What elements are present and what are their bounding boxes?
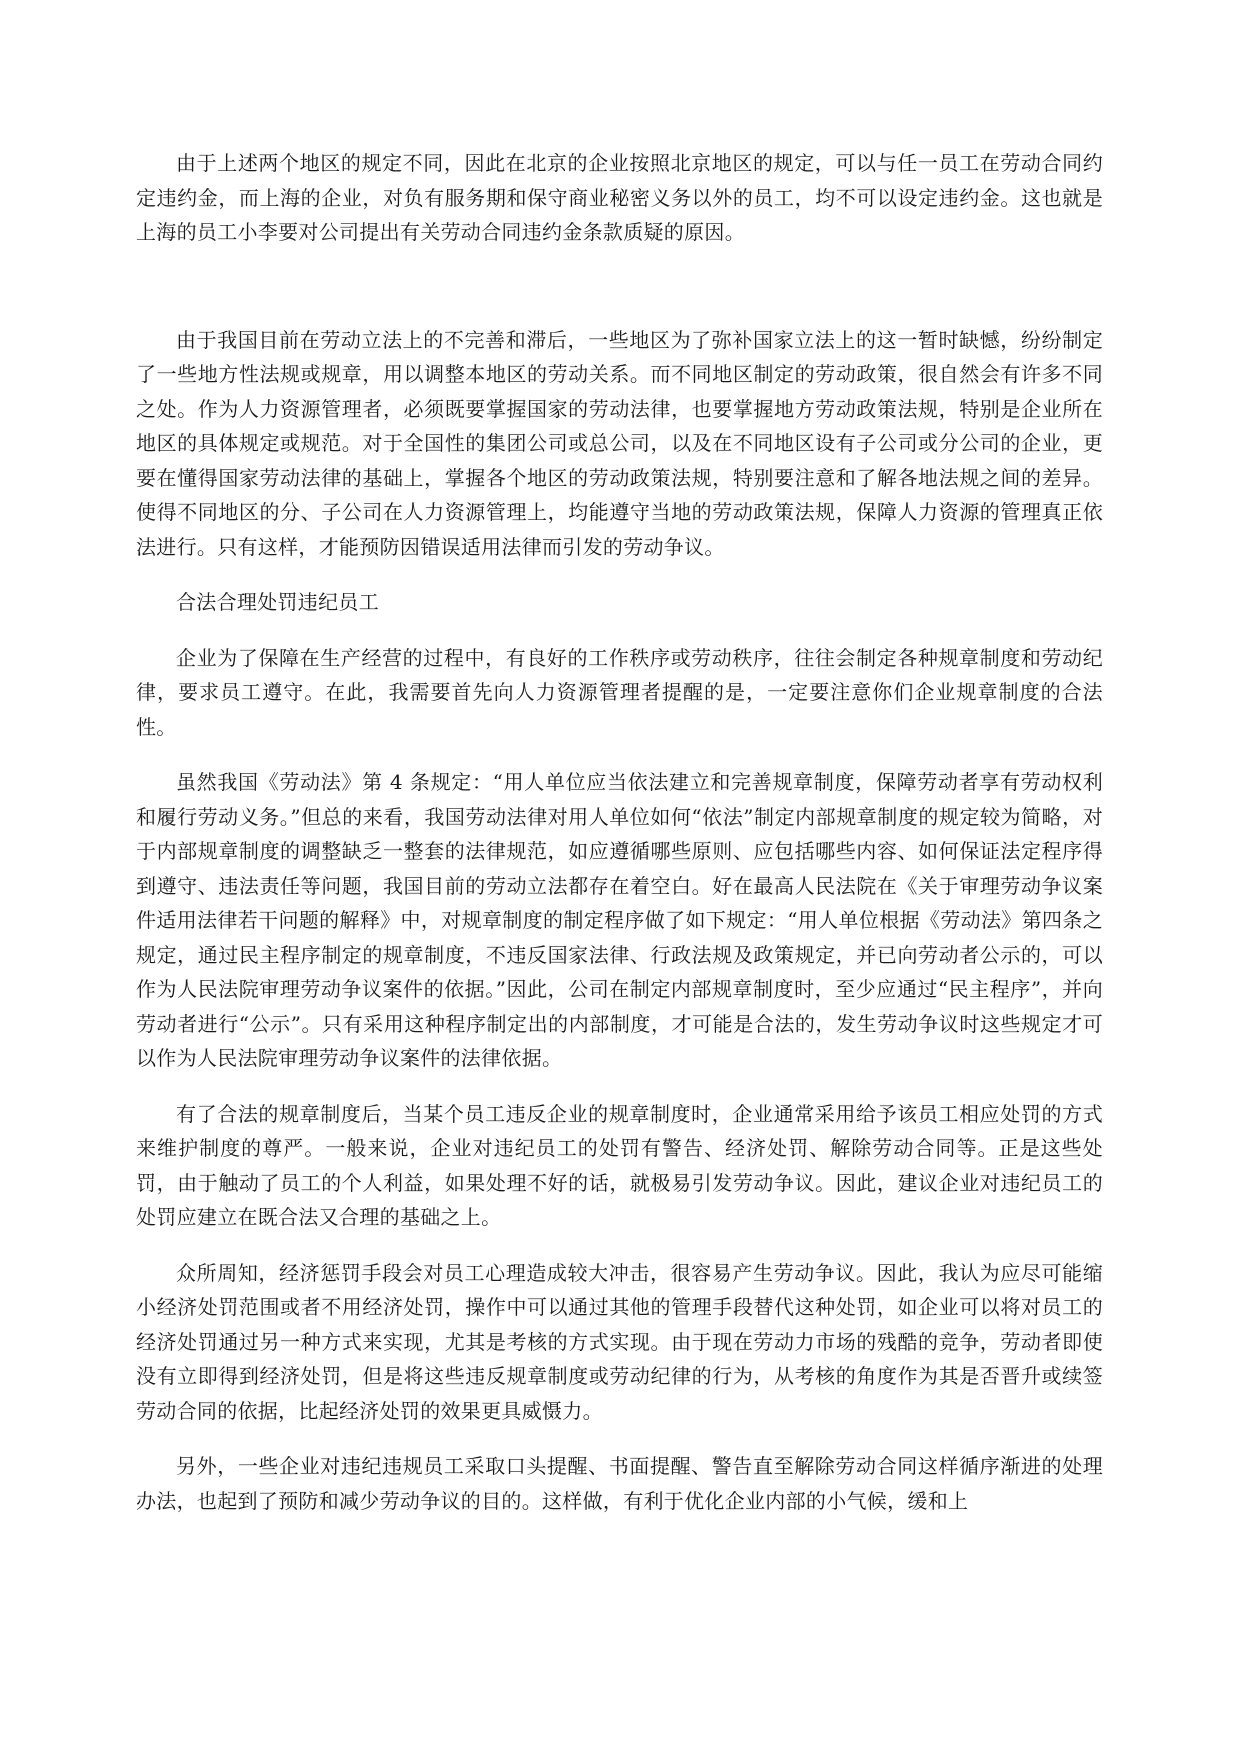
section-heading: 合法合理处罚违纪员工 <box>176 590 379 614</box>
paragraph-spacer <box>136 620 1103 641</box>
paragraph-spacer <box>136 1428 1103 1449</box>
paragraph-spacer <box>136 1076 1103 1097</box>
paragraph-regional-rules: 由于上述两个地区的规定不同，因此在北京的企业按照北京地区的规定，可以与任一员工在劳动合同约定违约金，而上海的企业，对负有服务期和保守商业秘密义务以外的员工，均不可以设定违约金。这也就是上海的员工小李要对公司提出有关劳动合同违约金条款质疑的原因。 <box>136 151 1103 244</box>
paragraph-spacer <box>136 564 1103 585</box>
document-body <box>136 146 1103 1518</box>
paragraph-spacer <box>136 250 1103 323</box>
paragraph-spacer <box>136 744 1103 765</box>
paragraph-progressive-discipline: 另外，一些企业对违纪违规员工采取口头提醒、书面提醒、警告直至解除劳动合同这样循序渐进的处理办法，也起到了预防和减少劳动争议的目的。这样做，有利于优化企业内部的小气候，缓和上 <box>136 1454 1103 1513</box>
paragraph-spacer <box>136 1235 1103 1256</box>
paragraph-local-legislation: 由于我国目前在劳动立法上的不完善和滞后，一些地区为了弥补国家立法上的这一暂时缺憾，纷纷制定了一些地方性法规或规章，用以调整本地区的劳动关系。而不同地区制定的劳动政策，很自然会有许多不同之处。作为人力资源管理者，必须既要掌握国家的劳动法律，也要掌握地方劳动政策法规，特别是企业所在地区的具体规定或规范。对于全国性的集团公司或总公司，以及在不同地区设有子公司或分公司的企业，更要在懂得国家劳动法律的基础上，掌握各个地区的劳动政策法规，特别要注意和了解各地法规之间的差异。使得不同地区的分、子公司在人力资源管理上，均能遵守当地的劳动政策法规，保障人力资源的管理真正依法进行。只有这样，才能预防因错误适用法律而引发的劳动争议。 <box>136 327 1103 559</box>
paragraph-rules-legality: 企业为了保障在生产经营的过程中，有良好的工作秩序或劳动秩序，往往会制定各种规章制度和劳动纪律，要求员工遵守。在此，我需要首先向人力资源管理者提醒的是，一定要注意你们企业规章制度的合法性。 <box>136 645 1103 739</box>
paragraph-labor-law-article: 虽然我国《劳动法》第 4 条规定：“用人单位应当依法建立和完善规章制度，保障劳动者享有劳动权利和履行劳动义务。”但总的来看，我国劳动法律对用人单位如何“依法”制定内部规章制度的规定较为简略，对于内部规章制度的调整缺乏一整套的法律规范，如应遵循哪些原则、应包括哪些内容、如何保证法定程序得到遵守、违法责任等问题，我国目前的劳动立法都存在着空白。好在最高人民法院在《关于审理劳动争议案件适用法律若干问题的解释》中，对规章制度的制定程序做了如下规定：“用人单位根据《劳动法》第四条之规定，通过民主程序制定的规章制度，不违反国家法律、行政法规及政策规定，并已向劳动者公示的，可以作为人民法院审理劳动争议案件的依据。”因此，公司在制定内部规章制度时，至少应通过“民主程序”，并向劳动者进行“公示”。只有采用这种程序制定出的内部制度，才可能是合法的，发生劳动争议时这些规定才可以作为人民法院审理劳动争议案件的法律依据。 <box>136 770 1103 1070</box>
paragraph-economic-penalty: 众所周知，经济惩罚手段会对员工心理造成较大冲击，很容易产生劳动争议。因此，我认为应尽可能缩小经济处罚范围或者不用经济处罚，操作中可以通过其他的管理手段替代这种处罚，如企业可以将对员工的经济处罚通过另一种方式来实现，尤其是考核的方式实现。由于现在劳动力市场的残酷的竞争，劳动者即使没有立即得到经济处罚，但是将这些违反规章制度或劳动纪律的行为，从考核的角度作为其是否晋升或续签劳动合同的依据，比起经济处罚的效果更具威慑力。 <box>136 1260 1103 1423</box>
paragraph-penalties: 有了合法的规章制度后，当某个员工违反企业的规章制度时，企业通常采用给予该员工相应处罚的方式来维护制度的尊严。一般来说，企业对违纪员工的处罚有警告、经济处罚、解除劳动合同等。正是这些处罚，由于触动了员工的个人利益，如果处理不好的话，就极易引发劳动争议。因此，建议企业对违纪员工的处罚应建立在既合法又合理的基础之上。 <box>136 1101 1103 1229</box>
